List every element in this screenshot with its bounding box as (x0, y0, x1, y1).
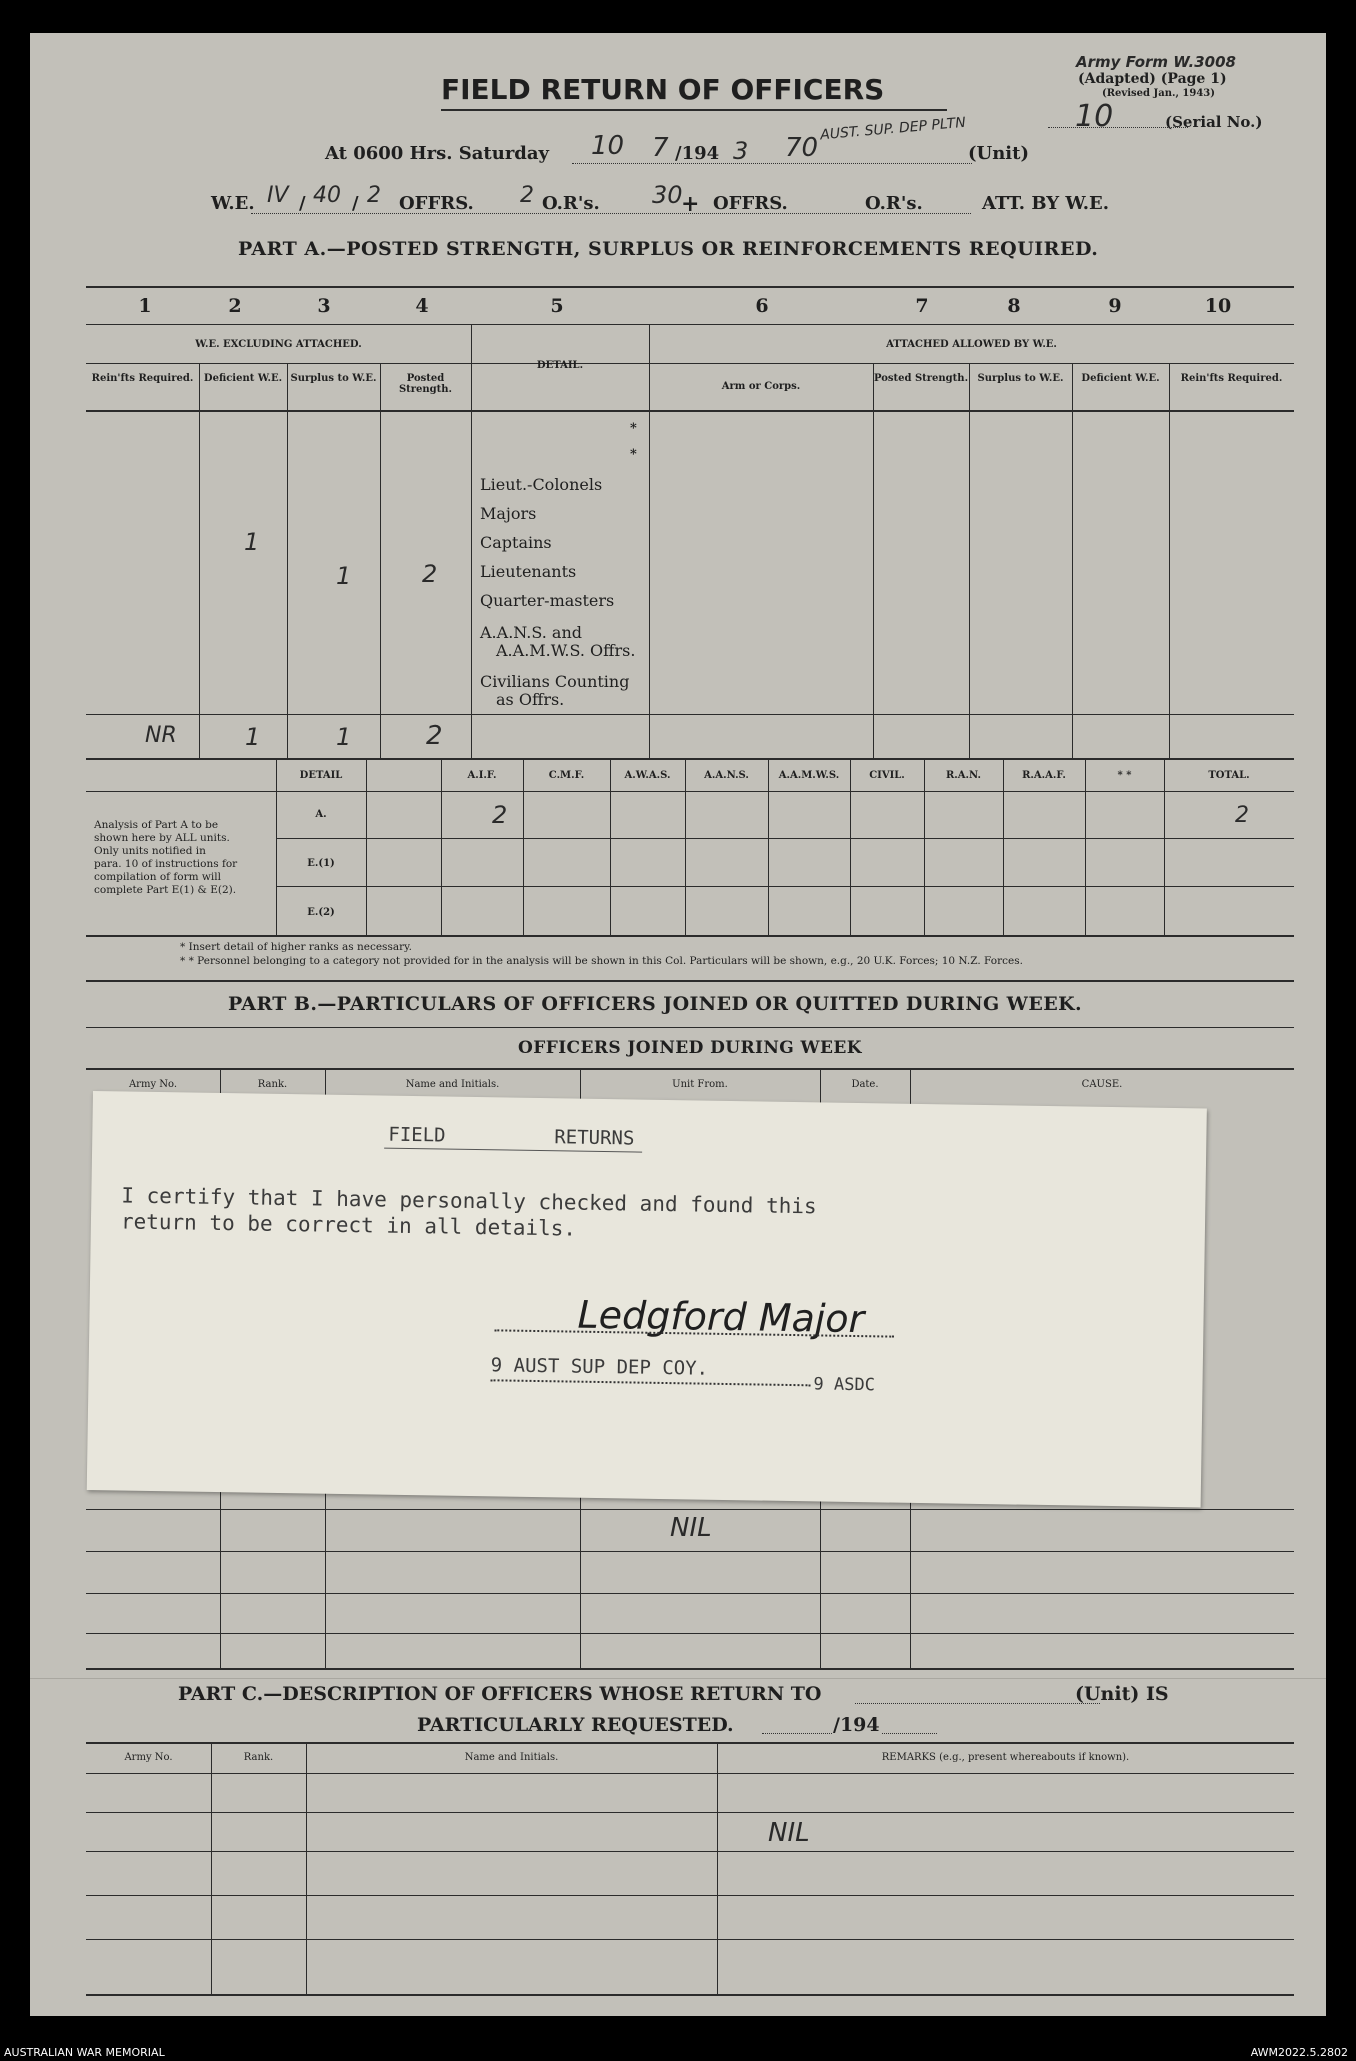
col-header-10: Rein'fts Required. (1180, 373, 1283, 384)
plus-sign: + (681, 191, 700, 217)
form-id-line1: Army Form W.3008 (1076, 53, 1236, 71)
analysis-row-rule-2 (276, 886, 1294, 887)
analysis-note-line: Analysis of Part A to be (94, 819, 219, 831)
part-c-h-name: Name and Initials. (464, 1752, 559, 1763)
col-header-3: Surplus to W.E. (290, 373, 377, 384)
entry-posted-lieuts: 2 (422, 560, 438, 588)
unit-name: AUST. SUP. DEP PLTN (819, 114, 967, 144)
analysis-note-line: para. 10 of instructions for (94, 858, 238, 870)
analysis-vline-5 (685, 759, 686, 936)
slip-unit-dots (490, 1379, 810, 1386)
analysis-note (94, 819, 237, 897)
col-header-8: Surplus to W.E. (977, 373, 1064, 384)
part-a-vline-7 (969, 363, 970, 759)
col-num-10: 10 (1204, 295, 1232, 317)
tear-line (30, 1678, 1326, 1679)
form-id-line3: (Revised Jan., 1943) (1102, 88, 1215, 99)
form-sheet (30, 33, 1326, 2016)
rank-majors: Majors (480, 504, 537, 523)
analysis-h-raaf: R.A.A.F. (1022, 770, 1066, 781)
analysis-vline-3 (523, 759, 524, 936)
footnote-1: * Insert detail of higher ranks as necessary. (180, 941, 412, 953)
part-b-heading: PART B.—PARTICULARS OF OFFICERS JOINED OR QUITTED DURING WEEK. (228, 993, 1083, 1015)
we-value-3: 2 (367, 183, 381, 208)
total-reinfs: NR (145, 723, 177, 748)
left-group-header: W.E. EXCLUDING ATTACHED. (195, 339, 362, 350)
total-posted: 2 (426, 721, 443, 751)
part-c-nil: NIL (768, 1818, 810, 1848)
analysis-vline-9 (1003, 759, 1004, 936)
part-c-row-rule-3 (86, 1895, 1294, 1896)
analysis-row-rule-1 (276, 838, 1294, 839)
date-prefix: At 0600 Hrs. Saturday (325, 143, 550, 164)
entry-deficient-majors: 1 (244, 528, 260, 556)
col-num-5: 5 (550, 295, 564, 317)
we-label: W.E. (211, 193, 255, 214)
serial-value: 10 (1075, 99, 1114, 134)
col-num-2: 2 (228, 295, 242, 317)
ors-label-2: O.R's. (865, 193, 923, 214)
we-value-2: 40 (313, 183, 341, 208)
analysis-h-ran: R.A.N. (945, 770, 981, 781)
date-year-prefix: /194 (675, 143, 720, 164)
part-c-bottom-rule (86, 1994, 1294, 1996)
part-a-total-rule-bottom (86, 758, 1294, 760)
part-c-unit-line (855, 1703, 1100, 1704)
rank-quarter-masters: Quarter-masters (480, 591, 615, 610)
part-c-heading-year: /194 (833, 1714, 880, 1736)
analysis-h-awas: A.W.A.S. (624, 770, 671, 781)
part-a-group-rule (86, 363, 1294, 364)
footnote-2: * * Personnel belonging to a category not provided for in the analysis will be shown in this Col. Particulars will be shown, e.g., 20 U.K. Forces; 10 N.Z. Forces. (180, 955, 1023, 967)
form-id-line2: (Adapted) (Page 1) (1078, 71, 1227, 87)
slip-unit-line: 9 AUST SUP DEP COY. (490, 1354, 709, 1380)
part-a-vline-2 (287, 363, 288, 759)
unit-label: (Unit) (968, 143, 1029, 164)
analysis-h-total: TOTAL. (1208, 770, 1250, 781)
part-b-h-army-no: Army No. (128, 1079, 178, 1090)
part-c-row-rule-4 (86, 1939, 1294, 1940)
analysis-h-aamws: A.A.M.W.S. (778, 770, 840, 781)
analysis-note-line: complete Part E(1) & E(2). (94, 884, 237, 896)
part-a-vline-3 (380, 363, 381, 759)
analysis-h-detail: DETAIL (299, 770, 343, 781)
part-b-row-rule-4 (86, 1633, 1294, 1634)
analysis-vline-6 (768, 759, 769, 936)
part-b-heading-rule (86, 1027, 1294, 1028)
slip-title-1: FIELD (388, 1123, 446, 1147)
analysis-vline-8 (924, 759, 925, 936)
part-b-h-date: Date. (851, 1079, 879, 1090)
analysis-vline-7 (850, 759, 851, 936)
part-b-nil: NIL (670, 1513, 712, 1543)
offrs-label-2: OFFRS. (713, 193, 788, 214)
col-num-3: 3 (317, 295, 331, 317)
col-header-6: Arm or Corps. (721, 381, 801, 392)
part-c-row-rule-2 (86, 1851, 1294, 1852)
analysis-vline-1 (366, 759, 367, 936)
part-b-subheading: OFFICERS JOINED DURING WEEK (518, 1038, 862, 1058)
part-b-sub-rule (86, 1068, 1294, 1070)
part-c-date-line-2 (882, 1733, 937, 1734)
part-c-heading-unit: (Unit) IS (1075, 1683, 1169, 1705)
part-a-vline-detail-left (471, 324, 472, 759)
analysis-header-rule (86, 791, 1294, 792)
title-underline (441, 109, 947, 111)
analysis-vline-2 (441, 759, 442, 936)
part-a-num-rule (86, 324, 1294, 325)
part-b-h-cause: CAUSE. (1081, 1079, 1123, 1090)
col-header-9: Deficient W.E. (1081, 373, 1160, 384)
att-label: ATT. BY W.E. (982, 193, 1110, 214)
date-year-digit: 3 (733, 137, 749, 165)
form-title: FIELD RETURN OF OFFICERS (441, 73, 885, 106)
entry-surplus-lieuts: 1 (336, 562, 352, 590)
analysis-vline-11 (1164, 759, 1165, 936)
col-header-1: Rein'fts Required. (91, 373, 194, 384)
part-c-vline-3 (717, 1742, 718, 1995)
analysis-row-a: A. (315, 809, 327, 820)
col-num-7: 7 (915, 295, 929, 317)
offrs-label: OFFRS. (399, 193, 474, 214)
we-slash-1: / (299, 193, 306, 214)
part-a-vline-1 (199, 363, 200, 759)
analysis-note-line: compilation of form will (94, 871, 221, 883)
analysis-row-e2: E.(2) (307, 907, 335, 918)
part-c-top-rule (86, 1742, 1294, 1744)
rank-lieut-colonels: Lieut.-Colonels (480, 475, 603, 494)
part-b-row-rule-3 (86, 1593, 1294, 1594)
right-group-header: ATTACHED ALLOWED BY W.E. (886, 339, 1057, 350)
part-a-heading: PART A.—POSTED STRENGTH, SURPLUS OR REINFORCEMENTS REQUIRED. (238, 238, 1099, 260)
we-underline (251, 213, 971, 214)
analysis-note-line: shown here by ALL units. (94, 832, 230, 844)
rank-aamws: A.A.M.W.S. Offrs. (496, 641, 636, 660)
we-slash-2: / (352, 193, 359, 214)
slip-abbrev: 9 ASDC (813, 1374, 876, 1396)
ors-label: O.R's. (542, 193, 600, 214)
analysis-bottom-rule (86, 935, 1294, 937)
analysis-total-a: 2 (1235, 803, 1249, 828)
analysis-h-aif: A.I.F. (467, 770, 497, 781)
part-b-h-unit-from: Unit From. (672, 1079, 728, 1090)
total-deficient: 1 (245, 723, 261, 751)
part-a-vline-9 (1169, 363, 1170, 759)
part-a-vline-8 (1072, 363, 1073, 759)
part-c-vline-2 (306, 1742, 307, 1995)
analysis-row-e1: E.(1) (307, 858, 335, 869)
col-num-9: 9 (1108, 295, 1122, 317)
col-header-4: Posted Strength. (398, 373, 453, 395)
date-month: 7 (652, 133, 669, 163)
serial-label: (Serial No.) (1165, 113, 1263, 131)
rank-aans: A.A.N.S. and (480, 623, 582, 642)
col-num-1: 1 (138, 295, 152, 317)
col-header-7: Posted Strength. (873, 373, 969, 384)
analysis-h-civil: CIVIL. (869, 770, 905, 781)
part-a-vline-6 (873, 363, 874, 759)
slip-title-2: RETURNS (554, 1126, 635, 1150)
part-c-row-rule-1 (86, 1812, 1294, 1813)
analysis-h-cmf: C.M.F. (548, 770, 585, 781)
part-c-date-line-1 (762, 1733, 832, 1734)
part-c-h-rank: Rank. (243, 1752, 274, 1763)
detail-header: DETAIL. (536, 360, 584, 371)
part-c-h-army-no: Army No. (124, 1752, 173, 1763)
part-c-h-remarks: REMARKS (e.g., present whereabouts if known). (881, 1752, 1130, 1763)
rank-captains: Captains (480, 533, 552, 552)
col-num-6: 6 (755, 295, 769, 317)
col-num-8: 8 (1007, 295, 1021, 317)
part-b-h-rank: Rank. (257, 1079, 288, 1090)
part-b-row-rule-1 (86, 1509, 1294, 1510)
analysis-vline-4 (610, 759, 611, 936)
slip-signature: Ledgford Major (577, 1292, 865, 1342)
part-b-row-rule-2 (86, 1551, 1294, 1552)
col-header-2: Deficient W.E. (203, 373, 283, 384)
footer-accession: AWM2022.5.2802 (1250, 2046, 1348, 2059)
footer-credit: AUSTRALIAN WAR MEMORIAL (4, 2046, 165, 2059)
analysis-vline-10 (1085, 759, 1086, 936)
analysis-h-other: * * (1117, 770, 1132, 781)
slip-line-1: I certify that I have personally checked and found this (121, 1183, 817, 1219)
analysis-aif-a: 2 (492, 801, 508, 829)
date-underline (572, 163, 972, 164)
star-2: * (630, 447, 637, 462)
part-c-vline-1 (211, 1742, 212, 1995)
we-value-1: IV (267, 183, 289, 208)
part-a-total-rule-top (86, 714, 1294, 715)
part-a-header-rule (86, 410, 1294, 412)
star-1: * (630, 421, 637, 436)
analysis-h-aans: A.A.N.S. (704, 770, 749, 781)
offrs-value: 2 (520, 183, 534, 208)
rank-civilians-2: as Offrs. (496, 690, 565, 709)
part-b-bottom-rule (86, 1668, 1294, 1670)
part-c-heading-2: PARTICULARLY REQUESTED. (417, 1714, 734, 1736)
col-num-4: 4 (415, 295, 429, 317)
part-b-h-name: Name and Initials. (405, 1079, 500, 1090)
part-c-header-rule (86, 1773, 1294, 1774)
rank-lieutenants: Lieutenants (480, 562, 577, 581)
part-b-top-rule (86, 980, 1294, 982)
part-a-top-rule (86, 286, 1294, 288)
unit-number: 70 (785, 133, 819, 163)
certification-slip (87, 1091, 1207, 1507)
total-surplus: 1 (336, 723, 352, 751)
ors-value: 30 (652, 181, 683, 209)
part-c-heading-1: PART C.—DESCRIPTION OF OFFICERS WHOSE RETURN TO (178, 1683, 822, 1705)
slip-line-2: return to be correct in all details. (120, 1209, 577, 1241)
date-day: 10 (591, 131, 625, 161)
rank-civilians: Civilians Counting (480, 672, 630, 691)
analysis-note-line: Only units notified in (94, 845, 206, 857)
